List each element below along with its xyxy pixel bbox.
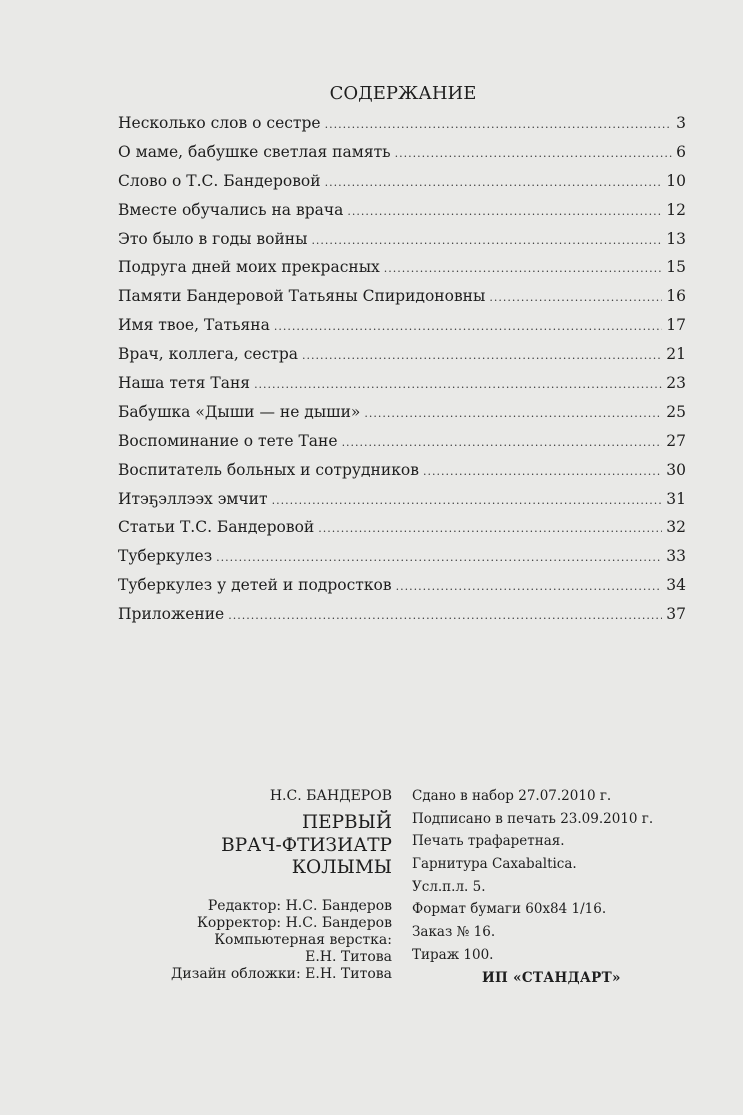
toc-entry-label: Подруга дней моих прекрасных bbox=[118, 258, 380, 277]
toc-entry-page: 13 bbox=[666, 229, 686, 248]
dot-leader bbox=[325, 118, 673, 131]
author: Н.С. БАНДЕРОВ bbox=[269, 788, 392, 804]
toc-entry bbox=[118, 374, 686, 403]
toc-entry-page: 12 bbox=[666, 200, 686, 219]
toc-entry-page: 31 bbox=[666, 489, 686, 508]
toc-entry bbox=[118, 605, 686, 634]
dot-leader bbox=[347, 205, 662, 218]
toc-entry-label: Слово о Т.С. Бандеровой bbox=[118, 171, 321, 190]
credit-line: Корректор: Н.С. Бандеров bbox=[197, 914, 392, 931]
dot-leader bbox=[395, 147, 673, 160]
toc-entry-page: 23 bbox=[666, 374, 686, 393]
toc-entry bbox=[118, 403, 686, 432]
dot-leader bbox=[216, 551, 662, 564]
book-title-line: ПЕРВЫЙ bbox=[301, 812, 392, 833]
toc-entry-page: 27 bbox=[666, 431, 686, 450]
dot-leader bbox=[364, 407, 662, 420]
toc-entry bbox=[118, 258, 686, 287]
toc-entry-label: Туберкулез bbox=[118, 547, 213, 566]
imprint-right bbox=[412, 788, 653, 992]
toc-entry-page: 6 bbox=[676, 142, 686, 161]
dot-leader bbox=[274, 320, 662, 333]
dot-leader bbox=[318, 522, 662, 535]
book-title-line: КОЛЫМЫ bbox=[291, 857, 392, 878]
toc-entry-label: Итэҕэллээх эмчит bbox=[118, 489, 268, 508]
toc-entry-page: 10 bbox=[666, 171, 686, 190]
publisher: ИП «СТАНДАРТ» bbox=[482, 969, 621, 986]
toc-title: СОДЕРЖАНИЕ bbox=[329, 83, 477, 104]
toc-entry-label: Воспоминание о тете Тане bbox=[118, 431, 338, 450]
toc-entry bbox=[118, 287, 686, 316]
toc-entry bbox=[118, 547, 686, 576]
toc-entry bbox=[118, 114, 686, 143]
toc-entry bbox=[118, 172, 686, 201]
toc-entry-page: 32 bbox=[666, 518, 686, 537]
toc-entry-page: 30 bbox=[666, 460, 686, 479]
toc-entry-page: 34 bbox=[666, 576, 686, 595]
dot-leader bbox=[228, 609, 662, 622]
credit-line: Компьютерная верстка: bbox=[214, 931, 392, 948]
toc-entry bbox=[118, 576, 686, 605]
dot-leader bbox=[325, 176, 663, 189]
credit-line: Е.Н. Титова bbox=[305, 948, 392, 965]
toc-entry-page: 25 bbox=[666, 402, 686, 421]
detail-line: Печать трафаретная. bbox=[412, 833, 565, 850]
dot-leader bbox=[254, 378, 662, 391]
toc-entry-label: Врач, коллега, сестра bbox=[118, 345, 299, 364]
detail-line: Сдано в набор 27.07.2010 г. bbox=[412, 788, 612, 804]
toc-entry-label: Несколько слов о сестре bbox=[118, 114, 321, 132]
book-title-line: ВРАЧ-ФТИЗИАТР bbox=[221, 834, 392, 856]
credit-line: Дизайн обложки: Е.Н. Титова bbox=[171, 965, 392, 982]
toc-entry bbox=[118, 490, 686, 519]
toc-entry-page: 16 bbox=[666, 287, 686, 306]
toc-entry bbox=[118, 518, 686, 547]
toc-entry-page: 37 bbox=[666, 605, 686, 624]
toc-entry-page: 17 bbox=[666, 316, 686, 335]
credit-line: Редактор: Н.С. Бандеров bbox=[207, 897, 392, 914]
toc-entry-page: 15 bbox=[666, 258, 686, 277]
toc-entry bbox=[118, 345, 686, 374]
detail-line: Усл.п.л. 5. bbox=[412, 878, 486, 895]
dot-leader bbox=[489, 291, 662, 304]
toc-entry-label: Вместе обучались на врача bbox=[118, 200, 344, 219]
toc-entry bbox=[118, 230, 686, 259]
toc-entry-label: Бабушка «Дыши — не дыши» bbox=[118, 402, 361, 421]
detail-line: Гарнитура Caxabaltica. bbox=[412, 856, 577, 873]
dot-leader bbox=[423, 465, 662, 478]
toc-entry bbox=[118, 432, 686, 461]
dot-leader bbox=[302, 349, 662, 362]
toc-entry bbox=[118, 201, 686, 230]
toc-entry bbox=[118, 316, 686, 345]
detail-line: Тираж 100. bbox=[412, 946, 494, 963]
dot-leader bbox=[342, 436, 663, 449]
table-of-contents bbox=[118, 114, 686, 634]
dot-leader bbox=[396, 580, 663, 593]
toc-entry-page: 3 bbox=[676, 114, 686, 132]
toc-entry-label: Статьи Т.С. Бандеровой bbox=[118, 518, 315, 537]
toc-entry-page: 33 bbox=[666, 547, 686, 566]
toc-entry bbox=[118, 143, 686, 172]
toc-entry-label: Приложение bbox=[118, 605, 225, 624]
toc-entry-label: Воспитатель больных и сотрудников bbox=[118, 460, 419, 479]
toc-entry-label: Наша тетя Таня bbox=[118, 374, 251, 393]
toc-entry bbox=[118, 461, 686, 490]
dot-leader bbox=[384, 262, 662, 275]
toc-entry-label: Туберкулез у детей и подростков bbox=[118, 576, 392, 595]
dot-leader bbox=[272, 494, 663, 507]
toc-entry-page: 21 bbox=[666, 345, 686, 364]
detail-line: Формат бумаги 60x84 1/16. bbox=[412, 901, 607, 918]
toc-entry-label: О маме, бабушке светлая память bbox=[118, 142, 391, 161]
toc-entry-label: Памяти Бандеровой Татьяны Спиридоновны bbox=[118, 287, 486, 306]
toc-entry-label: Имя твое, Татьяна bbox=[118, 316, 270, 335]
imprint-left bbox=[171, 788, 392, 983]
dot-leader bbox=[311, 234, 662, 247]
detail-line: Подписано в печать 23.09.2010 г. bbox=[412, 810, 654, 827]
detail-line: Заказ № 16. bbox=[412, 924, 496, 941]
toc-entry-label: Это было в годы войны bbox=[118, 229, 308, 248]
